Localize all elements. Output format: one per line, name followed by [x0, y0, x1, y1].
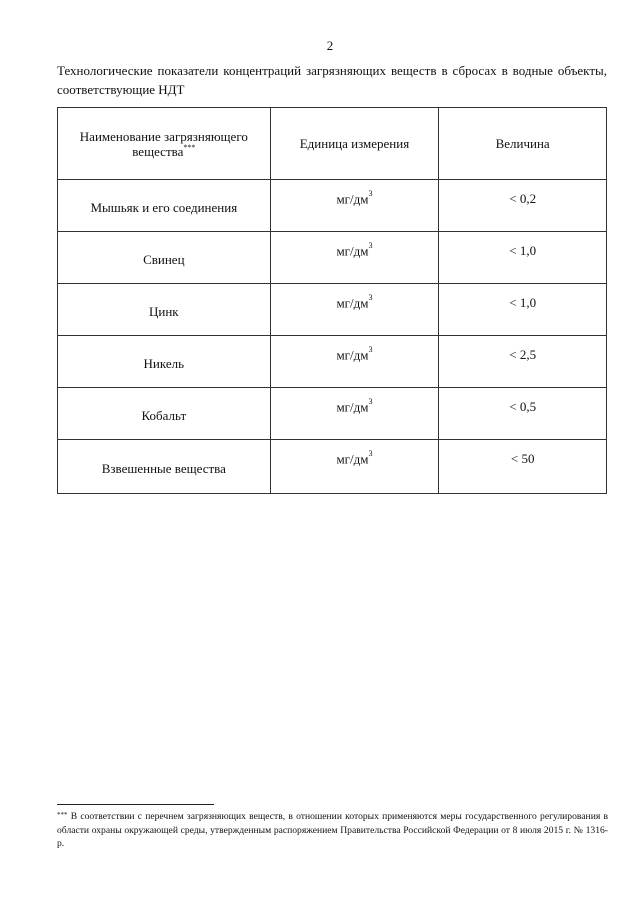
- value-cell: < 0,5: [439, 388, 607, 440]
- pollutant-name: Кобальт: [58, 388, 271, 440]
- unit-cell: [270, 388, 439, 440]
- table-row: [58, 284, 607, 336]
- page-number: 2: [326, 38, 334, 53]
- pollutant-table: [57, 107, 607, 494]
- value-cell: < 0,2: [439, 180, 607, 232]
- document-title: Технологические показатели концентраций загрязняющих веществ в сбросах в водные объекты, соответствующие НДТ: [57, 63, 607, 97]
- table-header-row: [58, 108, 607, 180]
- unit-text: мг/дм: [336, 191, 369, 207]
- header-pollutant-name: [58, 108, 271, 180]
- value-cell: < 50: [439, 440, 607, 494]
- table-row: [58, 180, 607, 232]
- pollutant-name: Никель: [58, 336, 271, 388]
- unit-text: мг/дм: [336, 451, 369, 467]
- table-row: [58, 232, 607, 284]
- unit-text: мг/дм: [336, 399, 369, 415]
- unit-exponent: 3: [368, 189, 373, 198]
- unit-cell: [270, 440, 439, 494]
- header-unit: Единица измерения: [270, 108, 439, 180]
- footnote-text: В соответствии с перечнем загрязняющих веществ, в отношении которых применяются меры государственного регулирования в области охраны окружающей среды, утвержденным распоряжением Правительства Российской Федерации от 8 июля 2015 г. № 1316-р.: [57, 811, 608, 849]
- value-cell: < 1,0: [439, 284, 607, 336]
- unit-text: мг/дм: [336, 347, 369, 363]
- unit-exponent: 3: [368, 241, 373, 250]
- header-value: Величина: [439, 108, 607, 180]
- unit-cell: [270, 336, 439, 388]
- table-row: [58, 336, 607, 388]
- footnote-separator: [57, 804, 214, 805]
- unit-cell: [270, 284, 439, 336]
- value-cell: < 1,0: [439, 232, 607, 284]
- pollutant-name: Взвешенные вещества: [58, 440, 271, 494]
- pollutant-name: Свинец: [58, 232, 271, 284]
- footnote: [57, 810, 608, 851]
- table-row: [58, 440, 607, 494]
- value-cell: < 2,5: [439, 336, 607, 388]
- unit-exponent: 3: [368, 449, 373, 458]
- unit-text: мг/дм: [336, 295, 369, 311]
- footnote-mark: ***: [57, 811, 68, 819]
- unit-exponent: 3: [368, 397, 373, 406]
- unit-cell: [270, 180, 439, 232]
- table-row: [58, 388, 607, 440]
- pollutant-name: Цинк: [58, 284, 271, 336]
- unit-exponent: 3: [368, 345, 373, 354]
- header-pollutant-name-label: Наименование загрязняющего вещества: [79, 128, 248, 159]
- unit-cell: [270, 232, 439, 284]
- pollutant-name: Мышьяк и его соединения: [58, 180, 271, 232]
- footnote-reference-mark: ***: [183, 142, 196, 152]
- unit-exponent: 3: [368, 293, 373, 302]
- unit-text: мг/дм: [336, 243, 369, 259]
